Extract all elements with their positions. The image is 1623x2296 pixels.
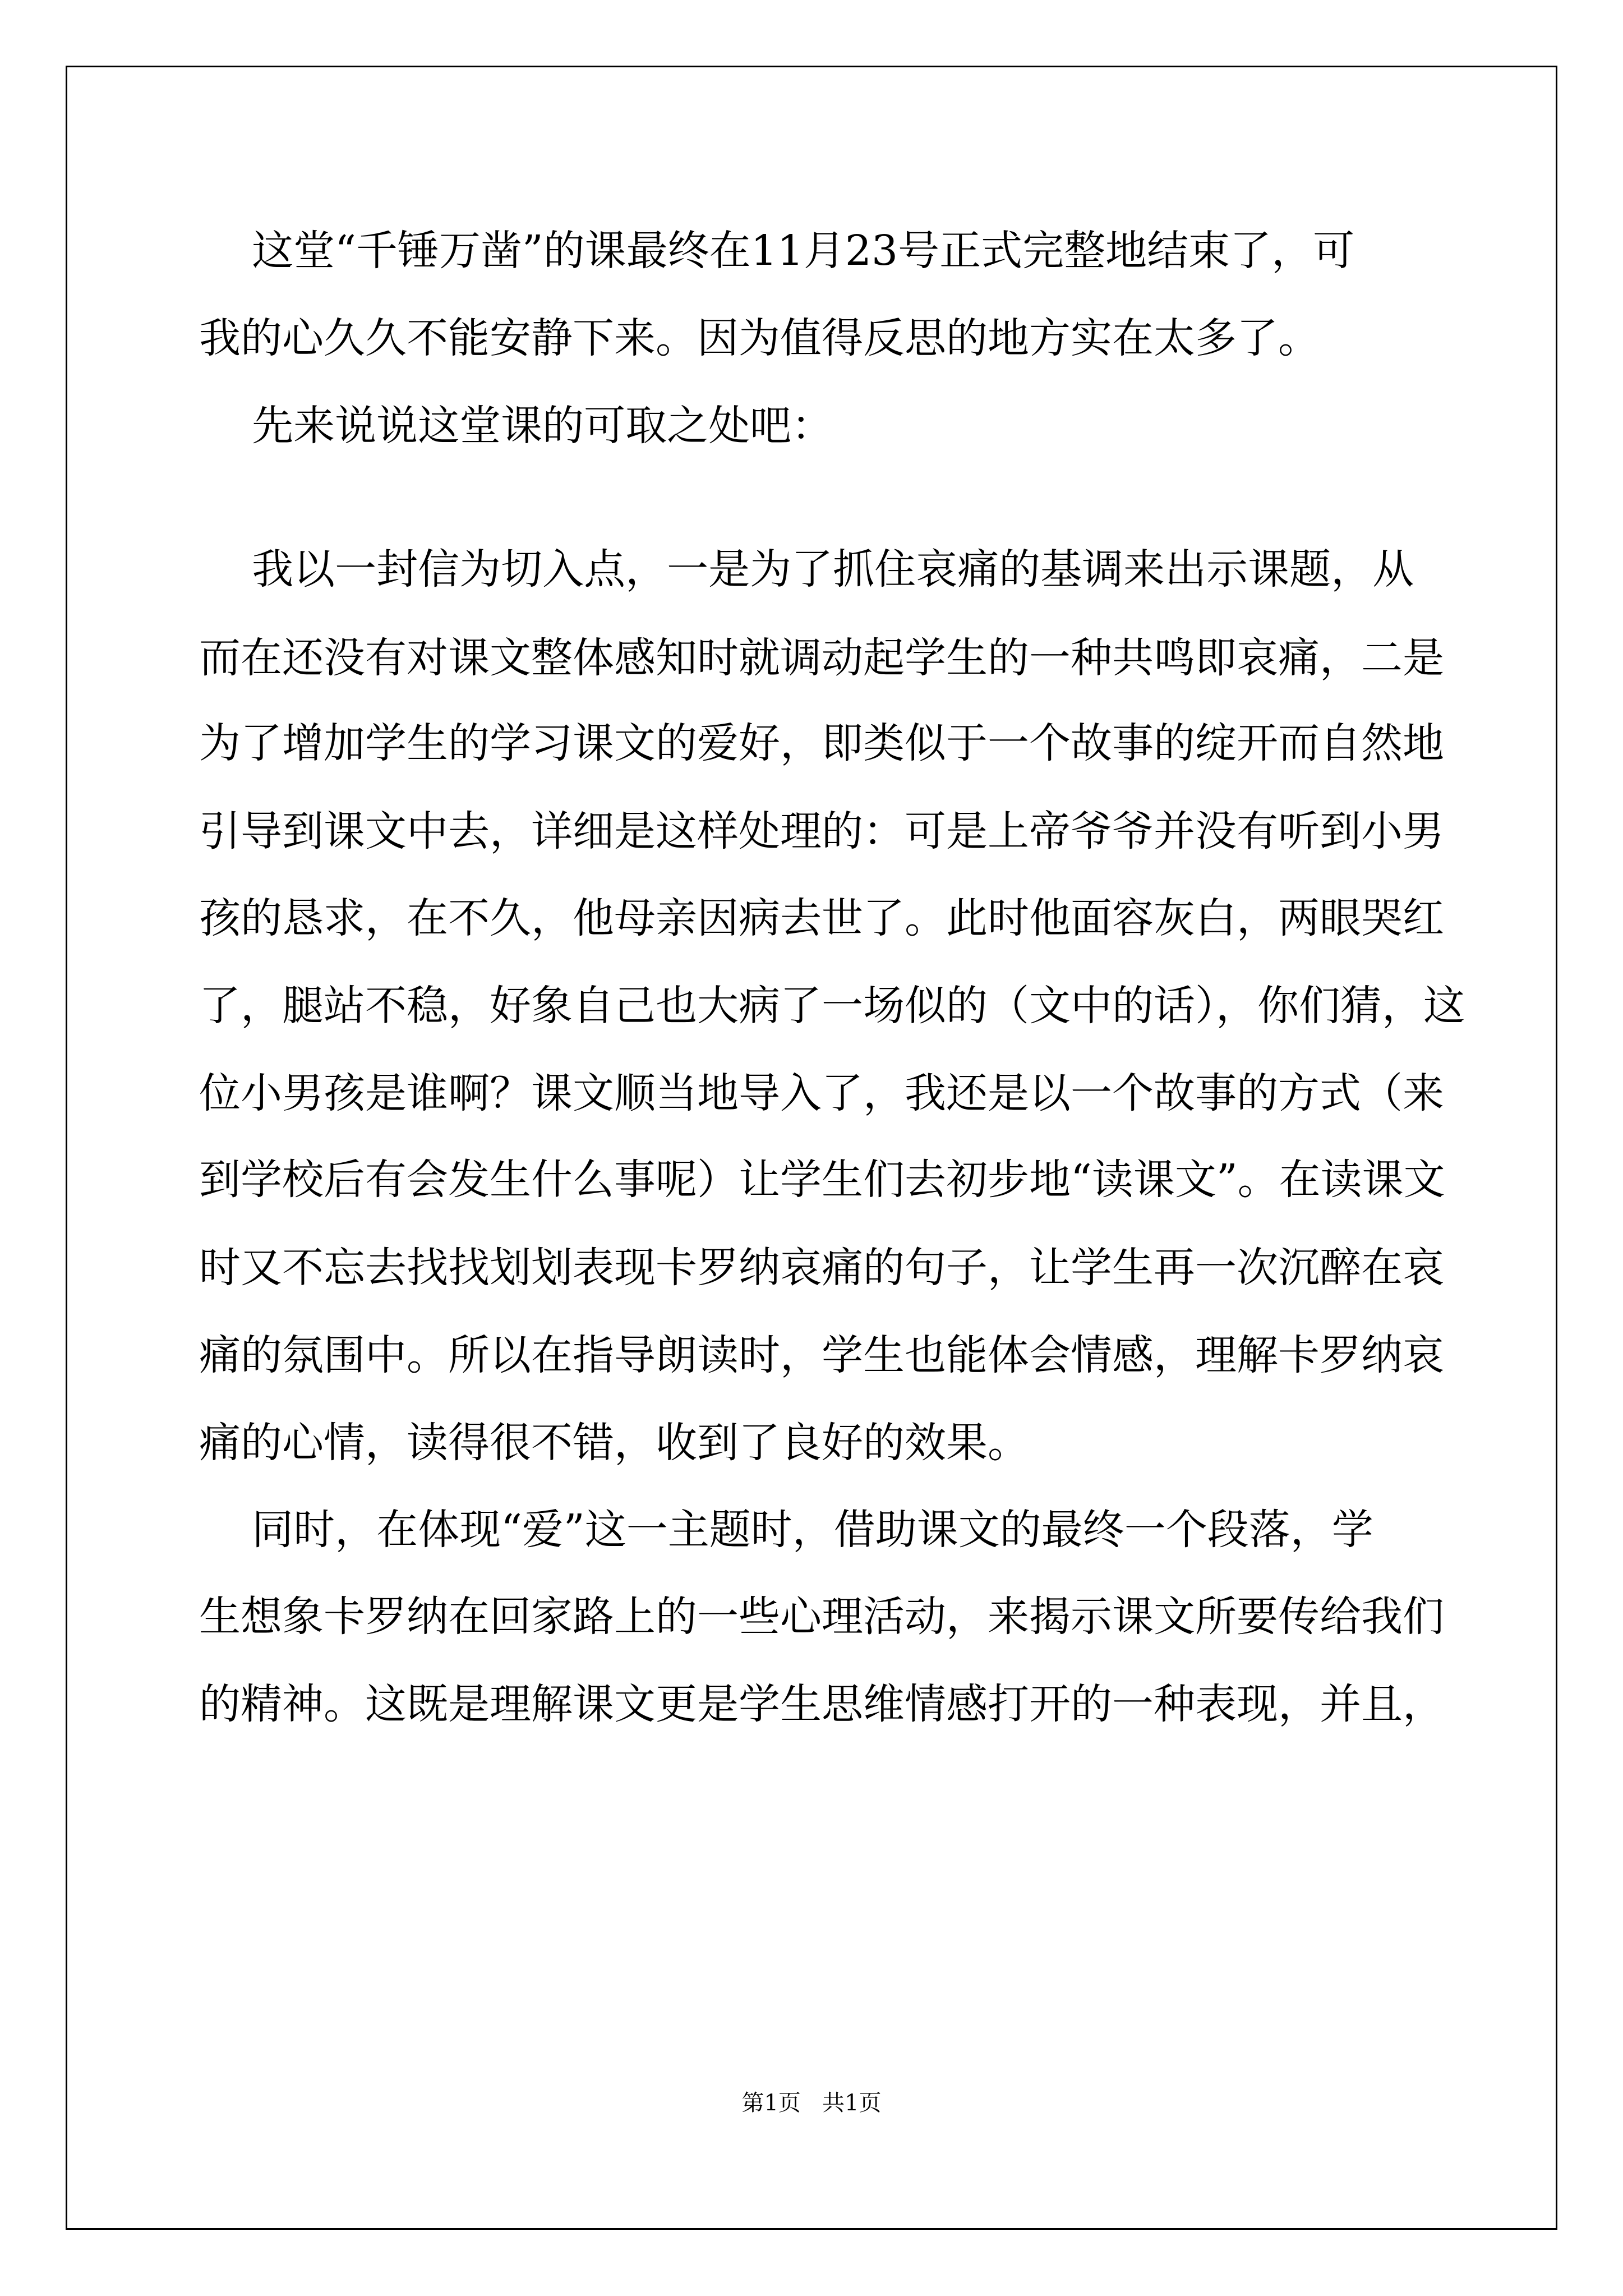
text-line: 痛的氛围中。所以在指导朗读时，学生也能体会情感，理解卡罗纳哀 — [199, 1331, 1444, 1379]
text-line: 生想象卡罗纳在回家路上的一些心理活动，来揭示课文所要传给我们 — [199, 1593, 1444, 1641]
text-line: 时又不忘去找找划划表现卡罗纳哀痛的句子，让学生再一次沉醉在哀 — [199, 1244, 1444, 1292]
text-line: 到学校后有会发生什么事呢）让学生们去初步地“读课文”。在读课文 — [199, 1156, 1445, 1204]
text-line: 痛的心情，读得很不错，收到了良好的效果。 — [199, 1419, 1029, 1467]
text-line: 位小男孩是谁啊？课文顺当地导入了，我还是以一个故事的方式（来 — [199, 1069, 1444, 1117]
page-border — [66, 66, 1557, 2230]
text-line: 我以一封信为切入点，一是为了抓住哀痛的基调来出示课题，从 — [199, 545, 1414, 593]
text-line: 引导到课文中去，详细是这样处理的：可是上帝爷爷并没有听到小男 — [199, 807, 1444, 855]
page-number-footer: 第1页 共1页 — [741, 2090, 882, 2116]
text-line: 而在还没有对课文整体感知时就调动起学生的一种共鸣即哀痛，二是 — [199, 634, 1444, 682]
text-line: 我的心久久不能安静下来。因为值得反思的地方实在太多了。 — [199, 314, 1320, 362]
text-line: 同时，在体现“爱”这一主题时，借助课文的最终一个段落，学 — [199, 1506, 1373, 1554]
text-line: 为了增加学生的学习课文的爱好，即类似于一个故事的绽开而自然地 — [199, 719, 1444, 767]
text-line: 先来说说这堂课的可取之处吧： — [199, 402, 833, 450]
text-line: 了，腿站不稳，好象自己也大病了一场似的（文中的话），你们猜，这 — [199, 982, 1465, 1030]
text-line: 这堂“千锤万凿”的课最终在11月23号正式完整地结束了，可 — [199, 227, 1355, 275]
text-line: 孩的恳求，在不久，他母亲因病去世了。此时他面容灰白，两眼哭红 — [199, 894, 1444, 942]
text-line: 的精神。这既是理解课文更是学生思维情感打开的一种表现，并且， — [199, 1680, 1444, 1728]
